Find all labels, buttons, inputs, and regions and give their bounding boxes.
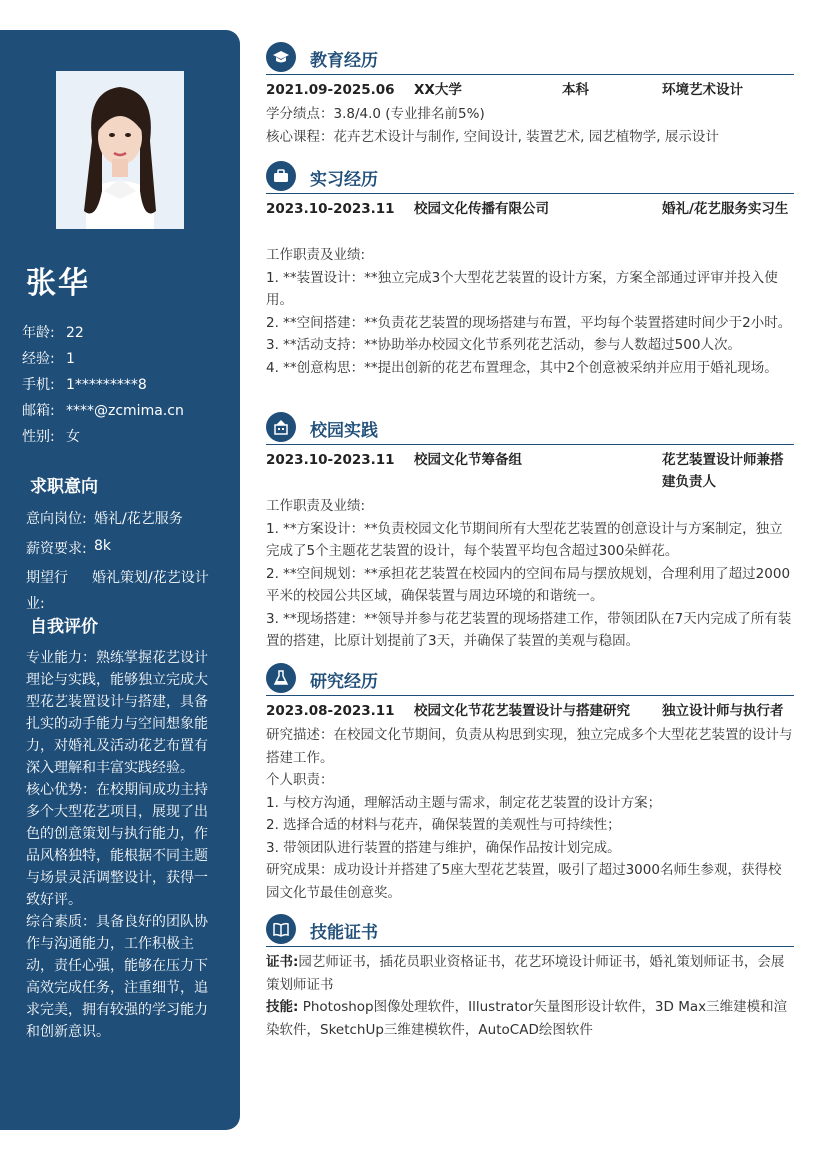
self-eval-body [26,647,220,1043]
research-line: 3. 带领团队进行装置的搭建与维护，确保作品按计划完成。 [266,839,621,856]
info-label: 邮箱: [22,403,55,419]
internship-line: 工作职责及业绩: [266,247,366,263]
education-school: XX大学 [414,82,462,98]
research-line: 研究成果：成功设计并搭建了5座大型花艺装置，吸引了超过3000名师生参观，获得校园文化节最佳创意奖。 [266,862,782,901]
section-research-header [266,663,794,696]
info-label: 经验: [22,351,55,367]
building-icon [266,412,296,442]
intent-label: 薪资要求: [26,541,87,557]
info-age [22,322,84,342]
self-eval-paragraph: 专业能力：熟练掌握花艺设计理论与实践，能够独立完成大型花艺装置设计与搭建，具备扎实的动手能力与空间想象能力，对婚礼及活动花艺布置有深入理解和丰富实践经验。 [26,650,208,776]
info-phone [22,374,147,394]
section-campus-header [266,412,794,445]
campus-role: 花艺装置设计师兼搭建负责人 [662,452,784,490]
research-line: 1. 与校方沟通，理解活动主题与需求，制定花艺装置的设计方案； [266,794,662,811]
campus-line: 3. **现场搭建：**领导并参与花艺装置的现场搭建工作，带领团队在7天内完成了所有装置的搭建，比原计划提前了3天，并确保了装置的美观与稳固。 [266,610,792,649]
campus-line: 1. **方案设计：**负责校园文化节期间所有大型花艺装置的创意设计与方案制定，独立完成了5个主题花艺装置的设计，每个装置平均包含超过300朵鲜花。 [266,520,783,559]
intent-salary [26,538,204,558]
section-education-header [266,42,794,75]
section-skills-header [266,914,794,947]
profile-name: 张华 [26,266,90,301]
cert-text: 园艺师证书，插花员职业资格证书，花艺环境设计师证书，婚礼策划师证书，会展策划师证书 [266,954,785,993]
skills-details [266,951,794,1041]
info-label: 年龄: [22,325,55,341]
intent-title: 求职意向 [30,477,98,497]
intent-industry [26,565,212,617]
info-email [22,400,184,420]
info-value: 1 [66,351,75,367]
info-experience [22,348,75,368]
section-title: 实习经历 [310,170,378,190]
section-title: 技能证书 [310,923,378,943]
campus-org: 校园文化节筹备组 [414,452,522,468]
graduation-cap-icon [266,42,296,72]
info-value: ****@zcmima.cn [66,403,184,419]
intent-label: 意向岗位: [26,511,87,527]
research-role: 独立设计师与执行者 [662,703,784,719]
research-line: 2. 选择合适的材料与花卉，确保装置的美观性与可持续性； [266,817,621,833]
internship-line: 4. **创意构思：**提出创新的花艺布置理念，其中2个创意被采纳并应用于婚礼现场。 [266,359,778,376]
education-courses: 核心课程：花卉艺术设计与制作, 空间设计, 装置艺术, 园艺植物学, 展示设计 [266,128,719,145]
internship-row [266,198,794,242]
section-title: 教育经历 [310,51,378,71]
portrait-image [56,71,184,229]
research-line: 研究描述：在校园文化节期间，负责从构思到实现，独立完成多个大型花艺装置的设计与搭建工作。 [266,727,793,766]
education-gpa: 学分绩点：3.8/4.0 (专业排名前5%) [266,106,485,122]
sidebar [0,30,240,1130]
intent-position [26,508,204,528]
section-title: 校园实践 [310,421,378,441]
briefcase-icon [266,161,296,191]
flask-icon [266,663,296,693]
internship-line: 3. **活动支持：**协助举办校园文化节系列花艺活动，参与人数超过500人次。 [266,337,741,353]
education-degree: 本科 [562,82,589,98]
campus-line: 2. **空间规划：**承担花艺装置在校园内的空间布局与摆放规划，合理利用了超过2000平米的校园公共区域，确保装置与周边环境的和谐统一。 [266,565,791,604]
internship-line: 1. **装置设计：**独立完成3个大型花艺装置的设计方案，方案全部通过评审并投入使用。 [266,269,778,308]
self-eval-paragraph: 综合素质：具备良好的团队协作与沟通能力，工作积极主动，责任心强，能够在压力下高效完成任务，注重细节，追求完美，拥有较强的学习能力和创新意识。 [26,914,208,1040]
internship-date: 2023.10-2023.11 [266,201,395,217]
skill-label: 技能: [266,999,299,1015]
campus-details [266,495,794,653]
intent-value: 8k [94,538,112,554]
section-title: 研究经历 [310,672,378,692]
cert-label: 证书: [266,954,299,970]
education-major: 环境艺术设计 [662,82,743,98]
research-details [266,724,794,904]
campus-row [266,449,794,493]
campus-line: 工作职责及业绩: [266,498,366,514]
internship-role: 婚礼/花艺服务实习生 [662,201,789,217]
internship-details [266,244,794,379]
intent-label: 期望行业: [26,570,68,612]
info-value: 女 [66,429,80,445]
research-date: 2023.08-2023.11 [266,703,395,719]
info-value: 22 [66,325,84,341]
info-value: 1*********8 [66,377,147,393]
internship-line: 2. **空间搭建：**负责花艺装置的现场搭建与布置，平均每个装置搭建时间少于2小时。 [266,314,792,331]
education-details [266,103,794,148]
education-date: 2021.09-2025.06 [266,82,395,98]
intent-value: 婚礼策划/花艺设计 [92,570,209,586]
info-gender [22,426,80,446]
internship-org: 校园文化传播有限公司 [414,201,549,217]
campus-date: 2023.10-2023.11 [266,452,395,468]
section-internship-header [266,161,794,194]
cert-line [266,951,794,996]
research-project: 校园文化节花艺装置设计与搭建研究 [414,703,630,719]
skill-text: Photoshop图像处理软件，Illustrator矢量图形设计软件，3D Max三维建模和渲染软件，SketchUp三维建模软件，AutoCAD绘图软件 [266,999,788,1038]
research-line: 个人职责： [266,772,334,788]
info-label: 手机: [22,377,55,393]
self-eval-paragraph: 核心优势：在校期间成功主持多个大型花艺项目，展现了出色的创意策划与执行能力，作品风格独特，能根据不同主题与场景灵活调整设计，获得一致好评。 [26,782,208,908]
book-icon [266,914,296,944]
skill-line [266,996,794,1041]
profile-photo [56,71,184,229]
self-eval-title: 自我评价 [30,617,98,637]
info-label: 性别: [22,429,55,445]
intent-value: 婚礼/花艺服务 [94,511,183,527]
